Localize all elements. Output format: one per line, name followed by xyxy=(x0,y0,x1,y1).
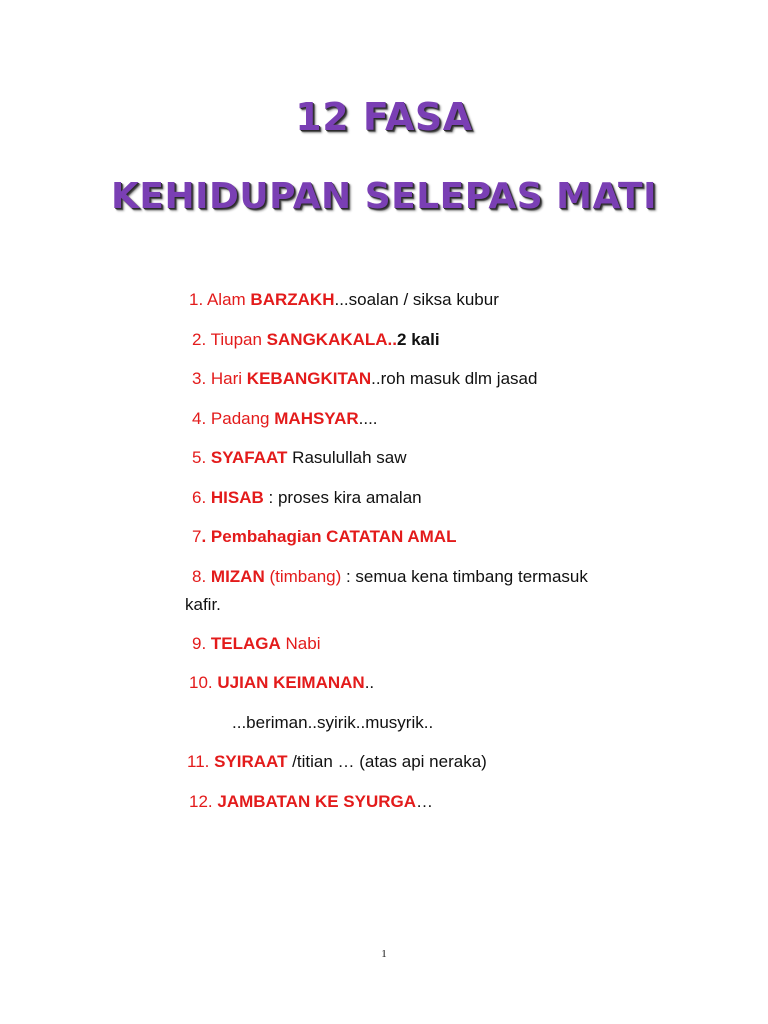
item-keyword: KEBANGKITAN xyxy=(246,369,372,388)
list-item xyxy=(192,526,456,548)
list-item xyxy=(189,791,433,813)
page-number: 1 xyxy=(381,948,387,960)
item-number: 5. xyxy=(192,448,211,467)
item-keyword: SANGKAKALA.. xyxy=(266,330,398,349)
item-description: /titian … (atas api neraka) xyxy=(287,752,487,771)
item-description: .... xyxy=(358,409,378,428)
item-number: 7 xyxy=(192,527,202,546)
item-keyword: SYAFAAT xyxy=(210,448,288,467)
item-paren: (timbang) xyxy=(264,567,342,586)
list-item xyxy=(189,672,374,694)
item-number: 3. Hari xyxy=(192,369,247,388)
item-number: 8. xyxy=(192,567,211,586)
item-keyword: . Pembahagian CATATAN AMAL xyxy=(201,527,457,546)
item-number: 10. xyxy=(189,673,218,692)
item-description: ...soalan / siksa kubur xyxy=(334,290,499,309)
item-description: kafir. xyxy=(185,595,221,614)
item-keyword: MAHSYAR xyxy=(274,409,359,428)
list-item xyxy=(189,289,499,311)
item-keyword: BARZAKH xyxy=(250,290,335,309)
list-item xyxy=(192,368,537,390)
item-description: … xyxy=(416,792,434,811)
list-item xyxy=(192,633,320,655)
item-number: 12. xyxy=(189,792,218,811)
item-keyword: JAMBATAN KE SYURGA xyxy=(217,792,417,811)
list-item xyxy=(192,447,407,469)
item-number: 11. xyxy=(187,752,215,771)
item-keyword: TELAGA xyxy=(210,634,281,653)
list-item-subline xyxy=(232,712,433,734)
item-description: ..roh masuk dlm jasad xyxy=(371,369,538,388)
list-item-continuation xyxy=(185,594,221,616)
item-number: 9. xyxy=(192,634,211,653)
item-description: 2 kali xyxy=(397,330,440,349)
item-keyword: UJIAN KEIMANAN xyxy=(217,673,365,692)
item-description: .. xyxy=(364,673,375,692)
title-line-2: KEHIDUPAN SELEPAS MATI xyxy=(110,176,658,217)
list-item xyxy=(192,329,440,351)
item-description: Nabi xyxy=(280,634,321,653)
list-item xyxy=(192,487,422,509)
item-number: 2. Tiupan xyxy=(192,330,267,349)
item-keyword: HISAB xyxy=(210,488,264,507)
item-description: : proses kira amalan xyxy=(263,488,422,507)
title-line-1: 12 FASA xyxy=(295,95,473,139)
item-description: ...beriman..syirik..musyrik.. xyxy=(232,713,434,732)
item-number: 4. Padang xyxy=(192,409,275,428)
item-number: 6. xyxy=(192,488,211,507)
item-number: 1. Alam xyxy=(189,290,251,309)
list-item xyxy=(192,566,588,588)
item-keyword: MIZAN xyxy=(210,567,265,586)
list-item xyxy=(187,751,487,773)
item-description: Rasulullah saw xyxy=(287,448,407,467)
list-item xyxy=(192,408,378,430)
item-keyword: SYIRAAT xyxy=(214,752,288,771)
item-description: : semua kena timbang termasuk xyxy=(341,567,588,586)
